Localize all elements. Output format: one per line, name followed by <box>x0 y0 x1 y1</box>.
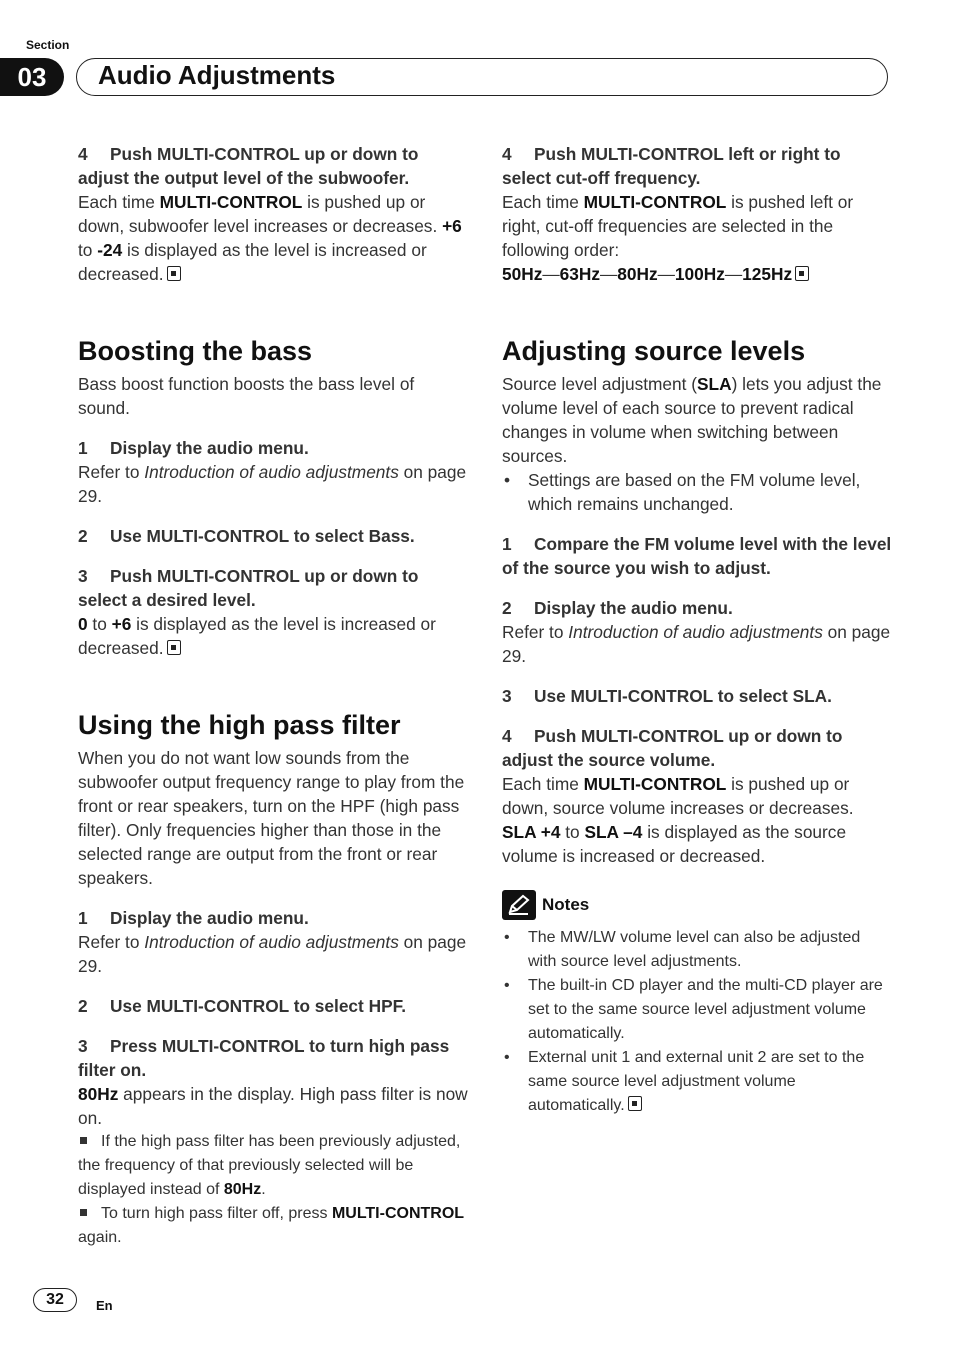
note-item: • The MW/LW volume level can also be adjusted with source level adjustments. <box>504 929 861 970</box>
hpf-intro: When you do not want low sounds from the subwoofer output frequency range to play from the front or rear speakers, turn on the HPF (high pass filter). Only frequencies higher than those in the selected range are output from the front or rear speakers. <box>78 748 465 888</box>
bass-step-1: 1 Display the audio menu. <box>78 438 309 458</box>
step-4-subwoofer: 4 Push MULTI-CONTROL up or down to adjust the output level of the subwoofer. <box>78 144 419 188</box>
note-item: • External unit 1 and external unit 2 are set to the same source level adjustment volume automatically. <box>504 1049 865 1114</box>
hpf-note-1: If the high pass filter has been previously adjusted, the frequency of that previously selected will be displayed instead of 80Hz. <box>78 1133 461 1198</box>
hpf-step-1: 1 Display the audio menu. <box>78 908 309 928</box>
pencil-icon <box>502 890 536 920</box>
notes-title: Notes <box>542 895 590 914</box>
end-mark-icon <box>628 1096 642 1111</box>
step-4-body: Each time MULTI-CONTROL is pushed up or down, subwoofer level increases or decreases. +6 to -24 is displayed as the level is increased or decreased. <box>78 192 462 284</box>
bass-intro: Bass boost function boosts the bass level of sound. <box>78 374 415 418</box>
note-item: • The built-in CD player and the multi-CD player are set to the same source level adjustment volume automatically. <box>504 977 883 1042</box>
step-4-cutoff-body: Each time MULTI-CONTROL is pushed left or right, cut-off frequencies are selected in the following order: <box>502 192 854 260</box>
sla-step-2: 2 Display the audio menu. <box>502 598 733 618</box>
hpf-step-2: 2 Use MULTI-CONTROL to select HPF. <box>78 996 407 1016</box>
language-code: En <box>96 1298 113 1313</box>
square-bullet-icon <box>80 1209 87 1216</box>
section-title: Audio Adjustments <box>98 60 336 90</box>
sla-intro: Source level adjustment (SLA) lets you adjust the volume level of each source to prevent radical changes in volume when switching between sources. <box>502 374 882 466</box>
step-4-cutoff: 4 Push MULTI-CONTROL left or right to select cut-off frequency. <box>502 144 841 188</box>
bass-heading: Boosting the bass <box>78 336 313 366</box>
sla-step-2-body: Refer to Introduction of audio adjustments on page 29. <box>502 622 891 666</box>
end-mark-icon <box>795 266 809 281</box>
bass-step-1-body: Refer to Introduction of audio adjustments on page 29. <box>78 462 467 506</box>
section-number: 03 <box>0 58 64 96</box>
end-mark-icon <box>167 266 181 281</box>
hpf-step-1-body: Refer to Introduction of audio adjustments on page 29. <box>78 932 467 976</box>
frequency-order: 50Hz—63Hz—80Hz—100Hz—125Hz <box>502 262 892 286</box>
hpf-step-3-body: 80Hz appears in the display. High pass filter is now on. <box>78 1084 468 1128</box>
sla-step-1: 1 Compare the FM volume level with the level of the source you wish to adjust. <box>502 534 892 578</box>
bass-step-3: 3 Push MULTI-CONTROL up or down to select a desired level. <box>78 566 419 610</box>
sla-bullet: • Settings are based on the FM volume level, which remains unchanged. <box>504 470 861 514</box>
right-column <box>502 142 892 1118</box>
hpf-note-2: To turn high pass filter off, press MULTI-CONTROL again. <box>78 1205 465 1246</box>
bass-step-2: 2 Use MULTI-CONTROL to select Bass. <box>78 526 415 546</box>
left-column <box>78 142 468 1250</box>
sla-heading: Adjusting source levels <box>502 336 806 366</box>
page-number: 32 <box>33 1288 77 1312</box>
sla-step-3: 3 Use MULTI-CONTROL to select SLA. <box>502 686 832 706</box>
sla-step-4: 4 Push MULTI-CONTROL up or down to adjust the source volume. <box>502 726 843 770</box>
bass-step-3-body: 0 to +6 is displayed as the level is increased or decreased. <box>78 614 436 658</box>
section-label: Section <box>26 38 70 52</box>
hpf-step-3: 3 Press MULTI-CONTROL to turn high pass filter on. <box>78 1036 450 1080</box>
square-bullet-icon <box>80 1137 87 1144</box>
notes-box <box>502 890 892 1118</box>
end-mark-icon <box>167 640 181 655</box>
sla-step-4-body: Each time MULTI-CONTROL is pushed up or down, source volume increases or decreases. SLA +4 to SLA –4 is displayed as the source volume is increased or decreased. <box>502 774 854 866</box>
hpf-heading: Using the high pass filter <box>78 710 401 740</box>
notes-header <box>502 890 892 920</box>
